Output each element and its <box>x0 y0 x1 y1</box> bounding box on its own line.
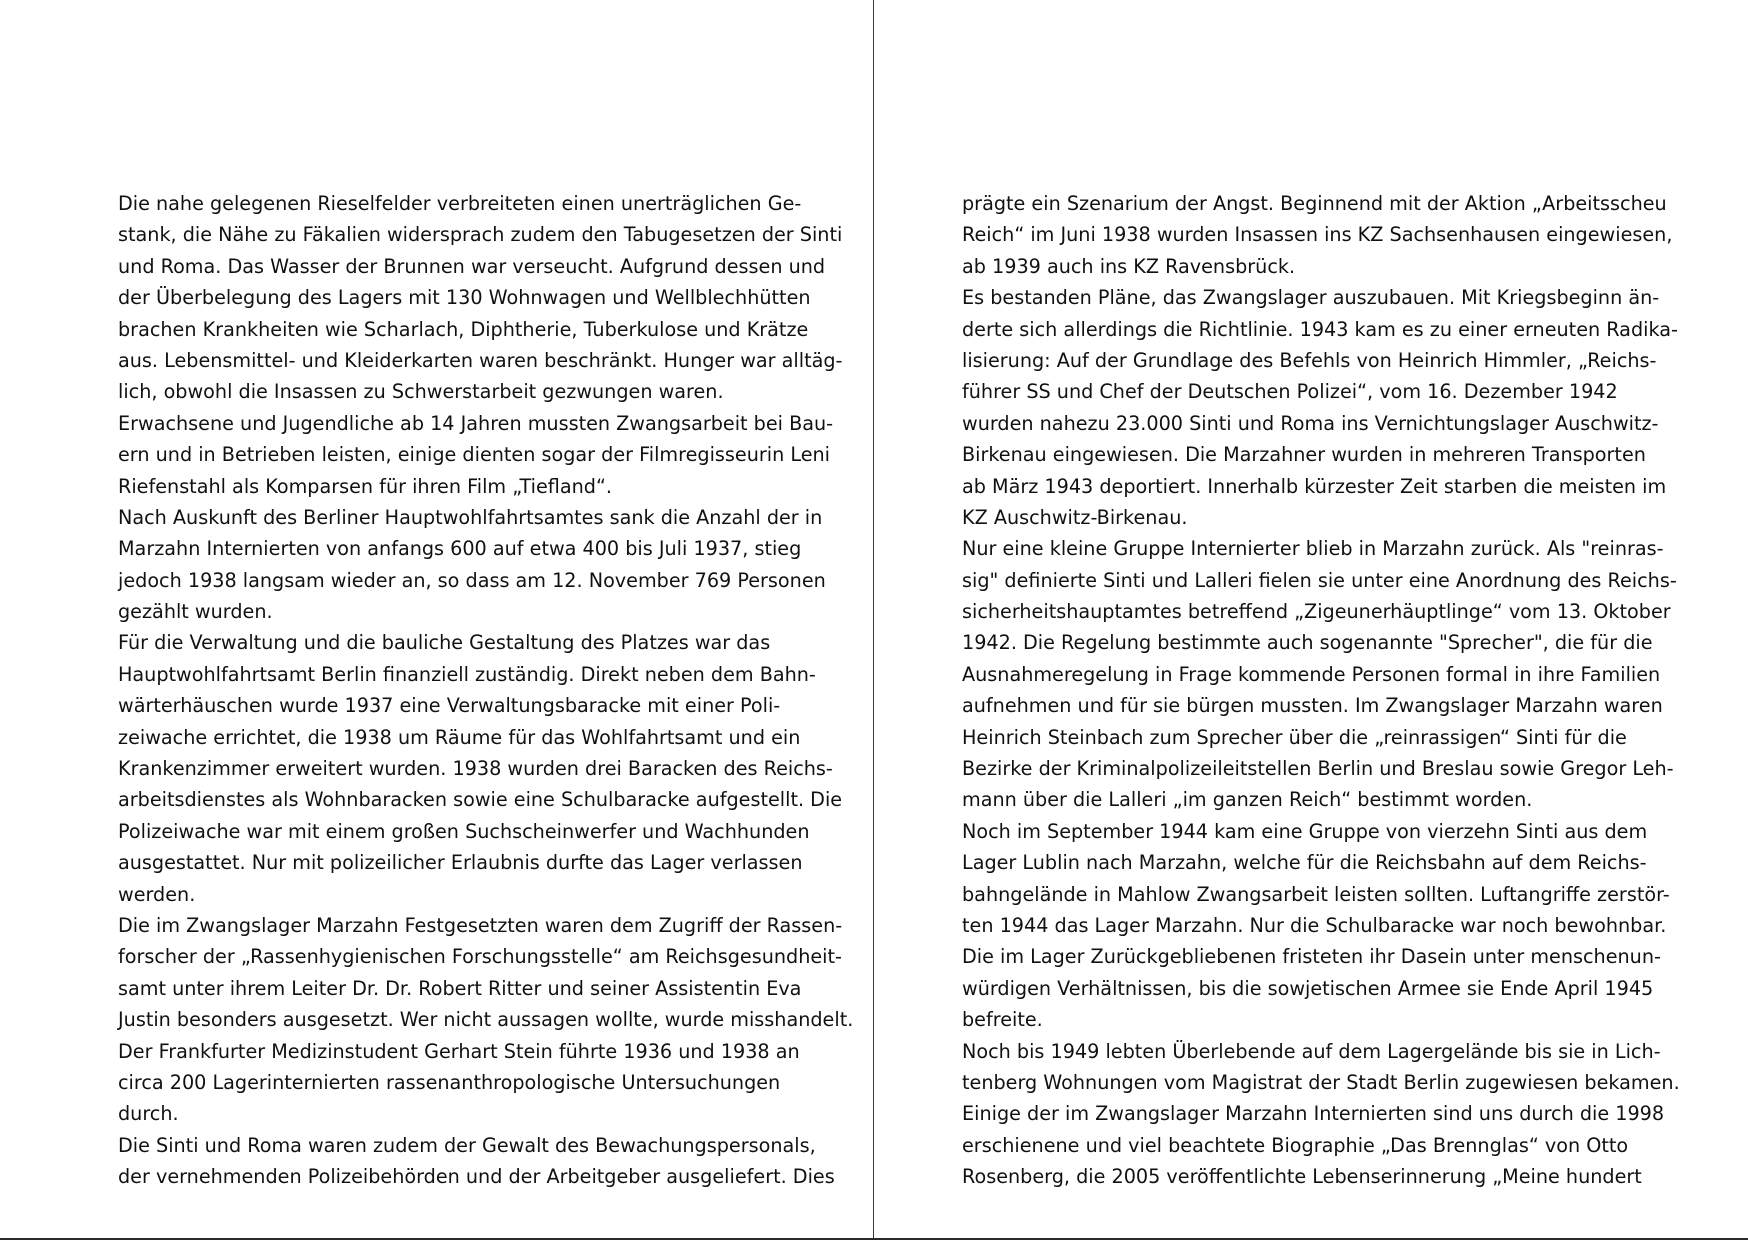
text-line: Birkenau eingewiesen. Die Marzahner wurden in mehreren Transporten <box>962 443 1646 467</box>
text-line: Noch im September 1944 kam eine Gruppe von vierzehn Sinti aus dem <box>962 819 1648 843</box>
text-line: Bezirke der Kriminalpolizeileitstellen Berlin und Breslau sowie Gregor Leh- <box>962 757 1674 781</box>
text-line: Der Frankfurter Medizinstudent Gerhart Stein führte 1936 und 1938 an <box>118 1039 800 1063</box>
left-text-column <box>118 188 858 1193</box>
text-line: befreite. <box>962 1008 1043 1032</box>
text-line: Die Sinti und Roma waren zudem der Gewalt des Bewachungspersonals, <box>118 1133 816 1157</box>
text-line: Ausnahmeregelung in Frage kommende Personen formal in ihre Familien <box>962 662 1661 686</box>
text-line: ern und in Betrieben leisten, einige dienten sogar der Filmregisseurin Leni <box>118 443 830 467</box>
text-line: brachen Krankheiten wie Scharlach, Diphtherie, Tuberkulose und Krätze <box>118 317 809 341</box>
text-line: Die nahe gelegenen Rieselfelder verbreiteten einen unerträglichen Ge- <box>118 192 802 215</box>
text-line: wärterhäuschen wurde 1937 eine Verwaltungsbaracke mit einer Poli- <box>118 694 781 718</box>
text-line: Nach Auskunft des Berliner Hauptwohlfahrtsamtes sank die Anzahl der in <box>118 505 823 529</box>
text-line: aus. Lebensmittel- und Kleiderkarten waren beschränkt. Hunger war alltäg- <box>118 348 843 372</box>
text-line: Es bestanden Pläne, das Zwangslager auszubauen. Mit Kriegsbeginn än- <box>962 286 1660 310</box>
text-line: Krankenzimmer erweitert wurden. 1938 wurden drei Baracken des Reichs- <box>118 757 833 781</box>
text-line: aufnehmen und für sie bürgen mussten. Im Zwangslager Marzahn waren <box>962 694 1663 718</box>
text-line: Rosenberg, die 2005 veröffentlichte Lebenserinnerung „Meine hundert <box>962 1165 1642 1189</box>
text-line: derte sich allerdings die Richtlinie. 1943 kam es zu einer erneuten Radika- <box>962 317 1678 341</box>
text-line: der vernehmenden Polizeibehörden und der Arbeitgeber ausgeliefert. Dies <box>118 1165 835 1189</box>
text-line: mann über die Lalleri „im ganzen Reich“ bestimmt worden. <box>962 788 1533 812</box>
text-line: gezählt wurden. <box>118 600 273 624</box>
text-line: würdigen Verhältnissen, bis die sowjetischen Armee sie Ende April 1945 <box>962 976 1654 1000</box>
text-line: Marzahn Internierten von anfangs 600 auf etwa 400 bis Juli 1937, stieg <box>118 537 802 561</box>
text-line: der Überbelegung des Lagers mit 130 Wohnwagen und Wellblechhütten <box>118 286 811 310</box>
left-page <box>0 0 873 1240</box>
text-line: stank, die Nähe zu Fäkalien widersprach zudem den Tabugesetzen der Sinti <box>118 223 843 247</box>
text-line: forscher der „Rassenhygienischen Forschungsstelle“ am Reichsgesundheit- <box>118 945 842 969</box>
text-line: Reich“ im Juni 1938 wurden Insassen ins KZ Sachsenhausen eingewiesen, <box>962 223 1673 247</box>
text-line: tenberg Wohnungen vom Magistrat der Stadt Berlin zugewiesen bekamen. <box>962 1070 1680 1094</box>
text-line: Noch bis 1949 lebten Überlebende auf dem Lagergelände bis sie in Lich- <box>962 1039 1661 1063</box>
text-line: samt unter ihrem Leiter Dr. Dr. Robert Ritter und seiner Assistentin Eva <box>118 976 802 1000</box>
right-page <box>874 0 1748 1240</box>
text-line: Erwachsene und Jugendliche ab 14 Jahren mussten Zwangsarbeit bei Bau- <box>118 411 834 435</box>
text-line: sig" definierte Sinti und Lalleri fielen sie unter eine Anordnung des Reichs- <box>962 568 1677 592</box>
text-line: Für die Verwaltung und die bauliche Gestaltung des Platzes war das <box>118 631 771 655</box>
text-line: ab März 1943 deportiert. Innerhalb kürzester Zeit starben die meisten im <box>962 474 1667 498</box>
text-line: ab 1939 auch ins KZ Ravensbrück. <box>962 254 1296 278</box>
text-line: circa 200 Lagerinternierten rassenanthropologische Untersuchungen <box>118 1070 781 1094</box>
text-line: erschienene und viel beachtete Biographie „Das Brennglas“ von Otto <box>962 1133 1629 1157</box>
text-line: bahngelände in Mahlow Zwangsarbeit leisten sollten. Luftangriffe zerstör- <box>962 882 1670 906</box>
text-line: werden. <box>118 882 196 906</box>
text-line: Nur eine kleine Gruppe Internierter blieb in Marzahn zurück. Als "reinras- <box>962 537 1664 561</box>
text-line: Die im Zwangslager Marzahn Festgesetzten waren dem Zugriff der Rassen- <box>118 913 843 937</box>
text-line: Riefenstahl als Komparsen für ihren Film „Tiefland“. <box>118 474 612 498</box>
right-text-column <box>962 188 1702 1193</box>
text-line: Polizeiwache war mit einem großen Suchscheinwerfer und Wachhunden <box>118 819 810 843</box>
text-line: und Roma. Das Wasser der Brunnen war verseucht. Aufgrund dessen und <box>118 254 826 278</box>
text-line: Lager Lublin nach Marzahn, welche für die Reichsbahn auf dem Reichs- <box>962 851 1647 875</box>
text-line: lisierung: Auf der Grundlage des Befehls von Heinrich Himmler, „Reichs- <box>962 348 1657 372</box>
text-line: ten 1944 das Lager Marzahn. Nur die Schulbaracke war noch bewohnbar. <box>962 913 1667 937</box>
text-line: prägte ein Szenarium der Angst. Beginnend mit der Aktion „Arbeitsscheu <box>962 192 1667 215</box>
text-line: jedoch 1938 langsam wieder an, so dass am 12. November 769 Personen <box>118 568 826 592</box>
text-line: KZ Auschwitz-Birkenau. <box>962 505 1188 529</box>
text-line: ausgestattet. Nur mit polizeilicher Erlaubnis durfte das Lager verlassen <box>118 851 803 875</box>
text-line: arbeitsdienstes als Wohnbaracken sowie eine Schulbaracke aufgestellt. Die <box>118 788 843 812</box>
text-line: durch. <box>118 1102 179 1126</box>
text-line: Justin besonders ausgesetzt. Wer nicht aussagen wollte, wurde misshandelt. <box>118 1008 854 1032</box>
text-line: zeiwache errichtet, die 1938 um Räume für das Wohlfahrtsamt und ein <box>118 725 801 749</box>
text-line: wurden nahezu 23.000 Sinti und Roma ins Vernichtungslager Auschwitz- <box>962 411 1659 435</box>
text-line: 1942. Die Regelung bestimmte auch sogenannte "Sprecher", die für die <box>962 631 1653 655</box>
text-line: Heinrich Steinbach zum Sprecher über die „reinrassigen“ Sinti für die <box>962 725 1627 749</box>
text-line: führer SS und Chef der Deutschen Polizei“, vom 16. Dezember 1942 <box>962 380 1618 404</box>
text-line: Die im Lager Zurückgebliebenen fristeten ihr Dasein unter menschenun- <box>962 945 1661 969</box>
text-line: Einige der im Zwangslager Marzahn Internierten sind uns durch die 1998 <box>962 1102 1665 1126</box>
text-line: lich, obwohl die Insassen zu Schwerstarbeit gezwungen waren. <box>118 380 724 404</box>
text-line: Hauptwohlfahrtsamt Berlin finanziell zuständig. Direkt neben dem Bahn- <box>118 662 816 686</box>
text-line: sicherheitshauptamtes betreffend „Zigeunerhäuptlinge“ vom 13. Oktober <box>962 600 1671 624</box>
